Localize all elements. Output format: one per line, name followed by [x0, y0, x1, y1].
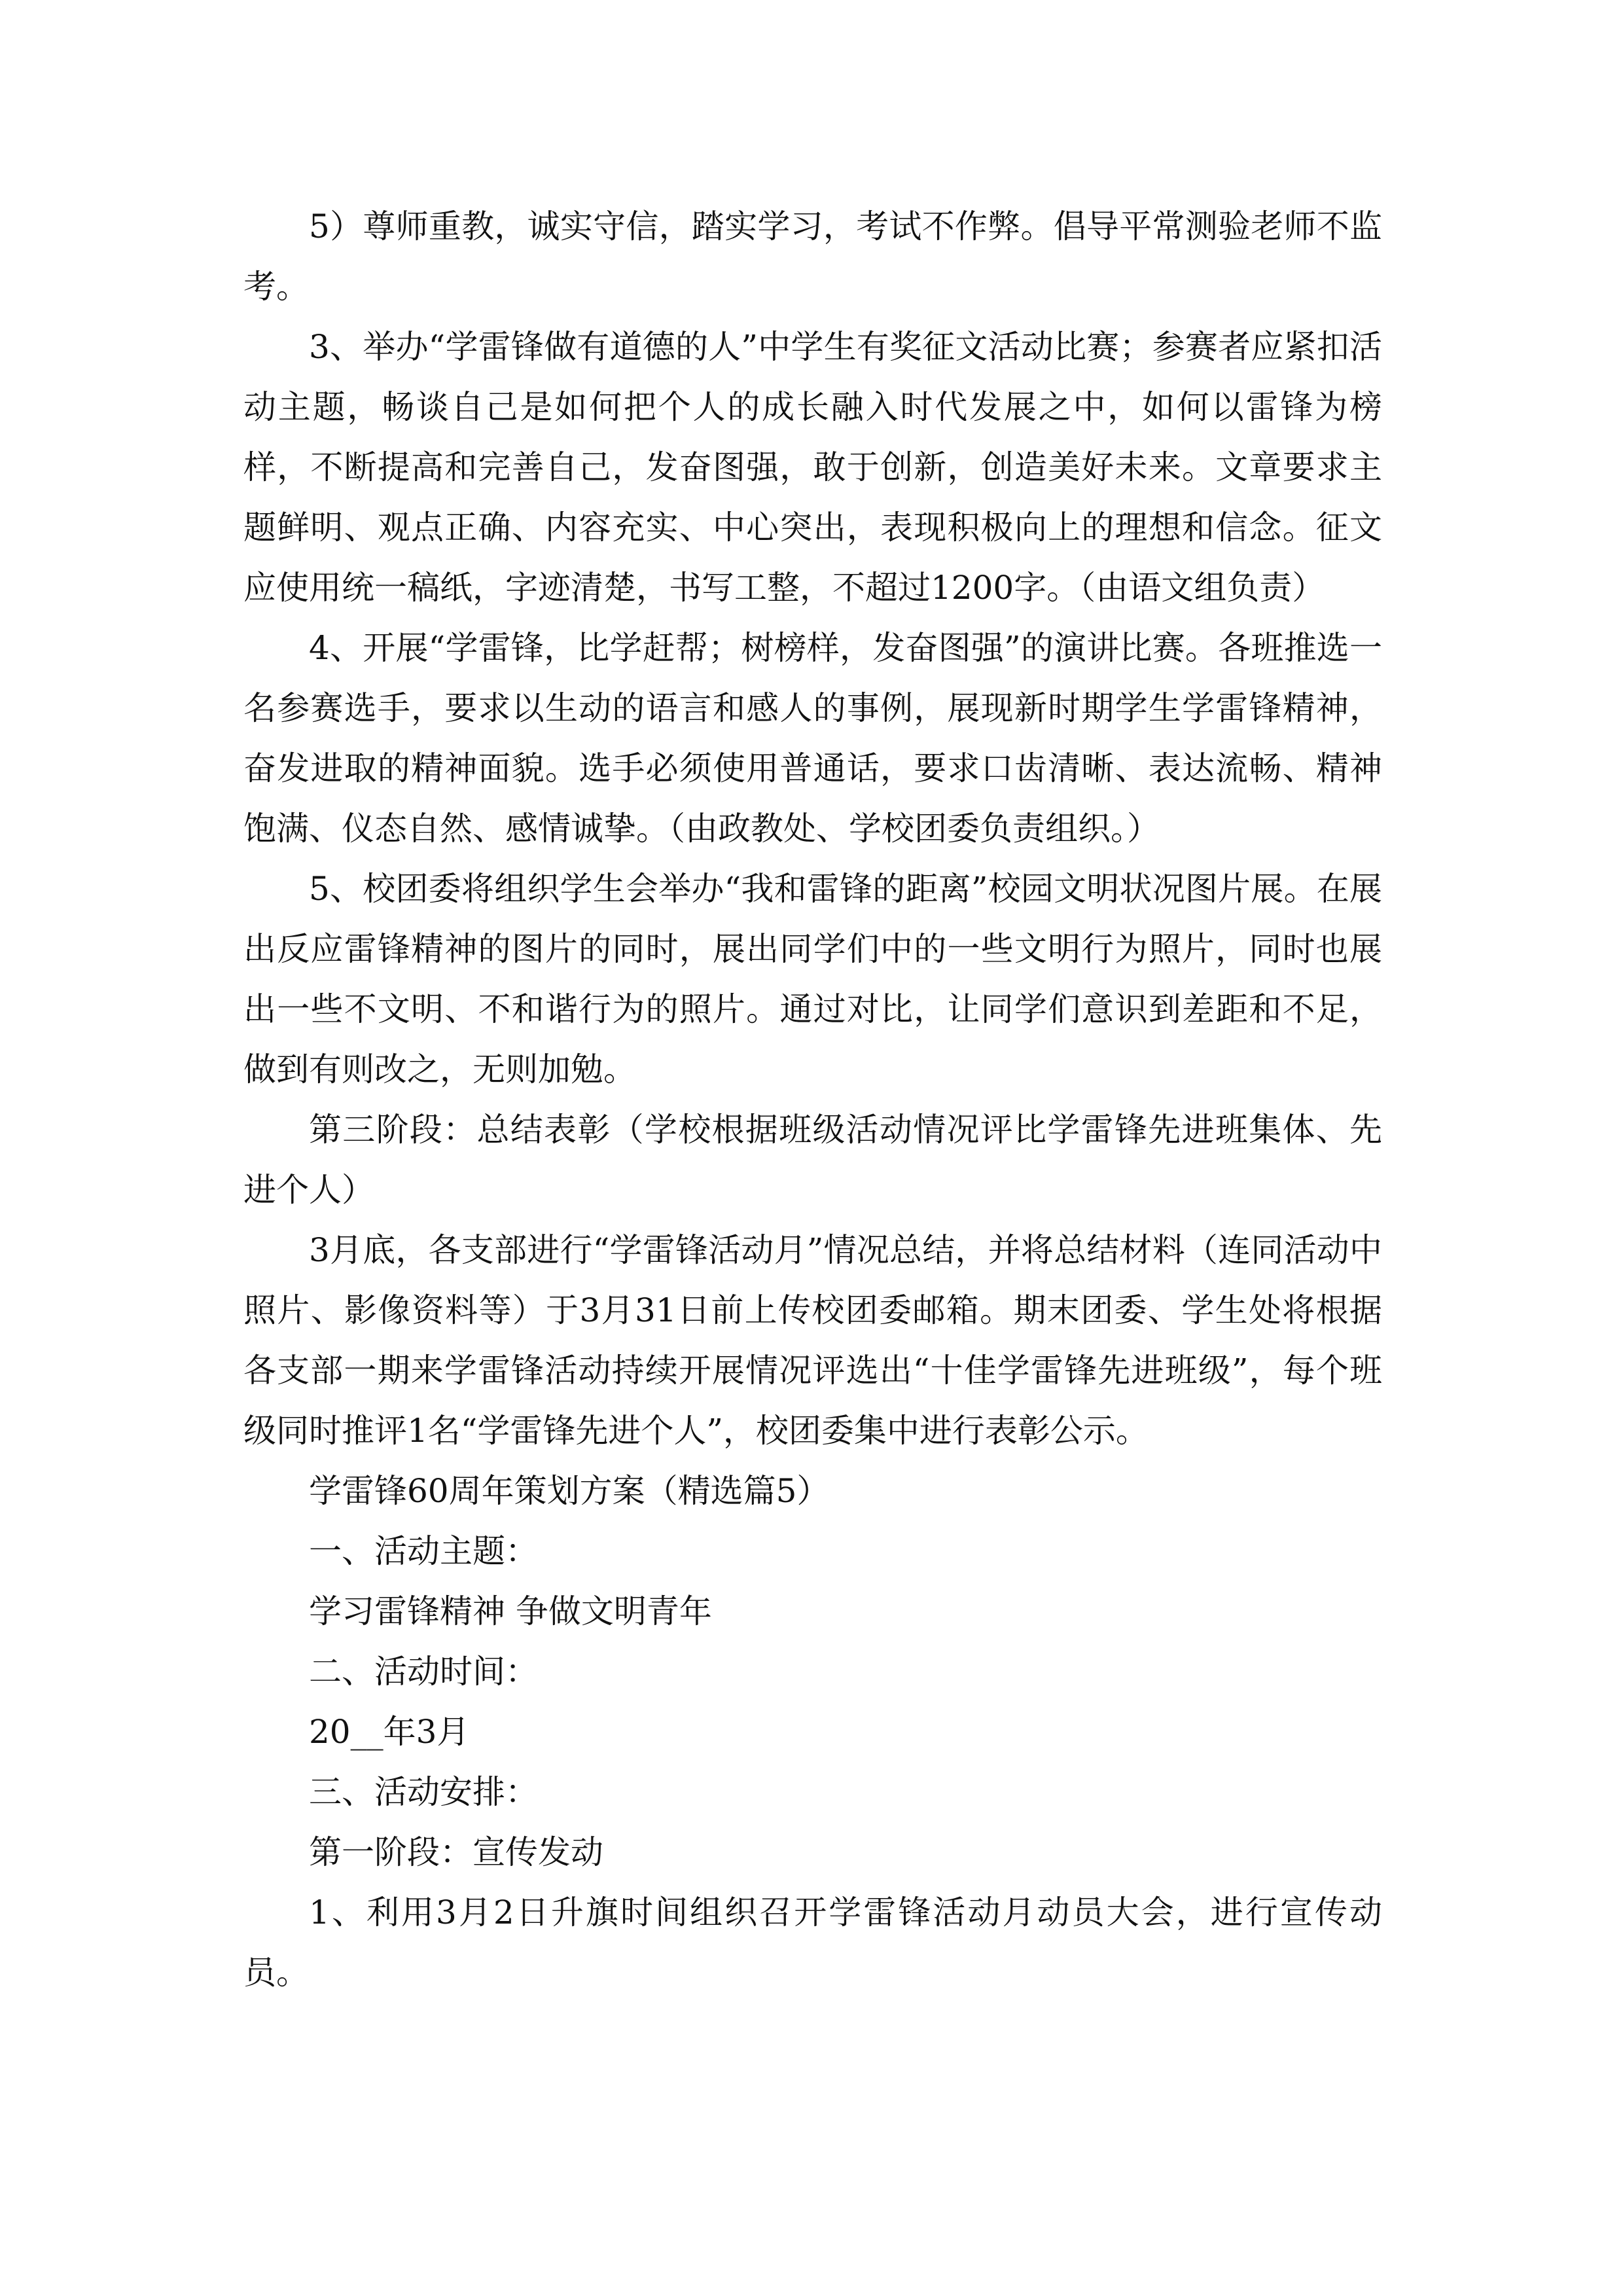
paragraph-mobilization: 1、利用3月2日升旗时间组织召开学雷锋活动月动员大会，进行宣传动员。 — [243, 1893, 1382, 1992]
paragraph-arrangement-heading: 三、活动安排： — [309, 1773, 538, 1811]
paragraph-rule-5: 5）尊师重教，诚实守信，踏实学习，考试不作弊。倡导平常测验老师不监考。 — [243, 207, 1382, 306]
document-body — [243, 196, 1382, 2003]
paragraph-photo-exhibition: 5、校团委将组织学生会举办“我和雷锋的距离”校园文明状况图片展。在展出反应雷锋精神的图片的同时，展出同学们中的一些文明行为照片，同时也展出一些不文明、不和谐行为的照片。通过对比，让同学们意识到差距和不足，做到有则改之，无则加勉。 — [243, 870, 1382, 1088]
paragraph-stage-one: 第一阶段：宣传发动 — [309, 1833, 603, 1871]
paragraph-speech-contest: 4、开展“学雷锋，比学赶帮；树榜样，发奋图强”的演讲比赛。各班推选一名参赛选手，要求以生动的语言和感人的事例，展现新时期学生学雷锋精神，奋发进取的精神面貌。选手必须使用普通话，要求口齿清晰、表达流畅、精神饱满、仪态自然、感情诚挚。（由政教处、学校团委负责组织。） — [243, 629, 1382, 848]
paragraph-time: 20__年3月 — [309, 1713, 470, 1751]
paragraph-time-heading: 二、活动时间： — [309, 1653, 538, 1691]
paragraph-theme-heading: 一、活动主题： — [309, 1532, 538, 1570]
paragraph-summary: 3月底，各支部进行“学雷锋活动月”情况总结，并将总结材料（连同活动中照片、影像资料等）于3月31日前上传校团委邮箱。期末团委、学生处将根据各支部一期来学雷锋活动持续开展情况评选出“十佳学雷锋先进班级”，每个班级同时推评1名“学雷锋先进个人”，校团委集中进行表彰公示。 — [243, 1231, 1382, 1450]
paragraph-section-title: 学雷锋60周年策划方案（精选篇5） — [309, 1472, 830, 1510]
paragraph-stage-three: 第三阶段：总结表彰（学校根据班级活动情况评比学雷锋先进班集体、先进个人） — [243, 1111, 1382, 1209]
paragraph-essay-contest: 3、举办“学雷锋做有道德的人”中学生有奖征文活动比赛；参赛者应紧扣活动主题，畅谈自己是如何把个人的成长融入时代发展之中，如何以雷锋为榜样，不断提高和完善自己，发奋图强，敢于创新，创造美好未来。文章要求主题鲜明、观点正确、内容充实、中心突出，表现积极向上的理想和信念。征文应使用统一稿纸，字迹清楚，书写工整，不超过1200字。（由语文组负责） — [243, 328, 1382, 607]
paragraph-theme: 学习雷锋精神 争做文明青年 — [309, 1592, 712, 1630]
